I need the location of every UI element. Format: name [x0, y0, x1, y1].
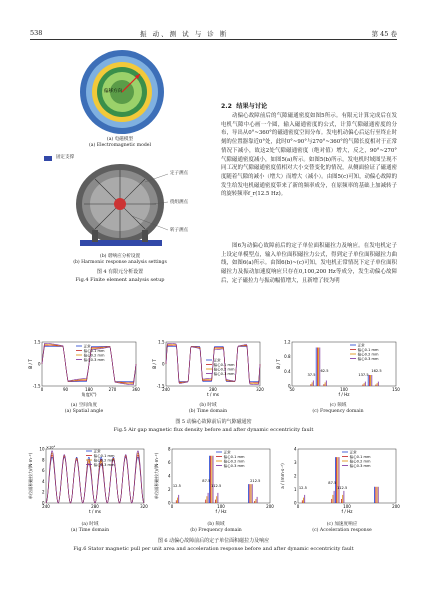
journal-title: 振 动、测 试 与 诊 断 — [140, 30, 229, 38]
fig6-caption-en: Fig.6 Stator magnetic pull per unit area and acceleration response before and after dynamic eccentricity fault — [73, 546, 354, 552]
y-tick-label: 1.2 — [284, 339, 291, 345]
fig5b-chart — [152, 338, 264, 400]
fig5a-caption-en: (a) Spatial angle — [64, 409, 104, 414]
data-label: 62.5 — [320, 369, 329, 373]
y-tick-label: 2 — [167, 487, 171, 492]
y-axis-label: B / T — [276, 359, 281, 369]
x-axis-label: t / ms — [89, 509, 101, 514]
data-label: 87.5 — [202, 479, 211, 483]
fig6b-caption: (b) 频域 — [207, 522, 225, 527]
axis-exponent: ×10⁴ — [46, 445, 56, 450]
fig4a-caption: (a) 电磁模型 — [106, 137, 134, 142]
x-tick-label: 100 — [217, 504, 225, 509]
legend-entry: 偏心0.2 mm — [213, 367, 235, 372]
y-axis-label: 单位面积磁拉力/(N·m⁻²) — [28, 452, 33, 500]
y-tick-label: 6 — [41, 468, 45, 474]
fig5b-caption: (b) 时域 — [199, 403, 217, 408]
x-tick-label: 200 — [392, 504, 400, 509]
fig4b-callout-rotor: 转子测点 — [170, 228, 188, 233]
data-label: 212.5 — [250, 479, 261, 483]
legend-entry: 偏心0.2 mm — [223, 459, 245, 464]
fig4b-callout-winding: 绕组测点 — [170, 200, 188, 205]
x-tick-label: 0 — [40, 387, 44, 392]
y-tick-label: -1.5 — [32, 383, 41, 389]
legend-entry: 正常 — [357, 343, 365, 348]
legend-entry: 偏心0.1 mm — [213, 362, 235, 367]
y-axis-label: 单位面积磁拉力/(N·m⁻²) — [154, 452, 159, 500]
x-axis-label: f / Hz — [338, 392, 350, 397]
legend-entry: 偏心0.3 mm — [357, 356, 379, 361]
legend-entry: 正常 — [93, 449, 101, 454]
legend-entry: 偏心0.3 mm — [349, 463, 371, 468]
legend-entry: 偏心0.1 mm — [357, 347, 379, 352]
legend-entry: 正常 — [83, 344, 91, 349]
x-tick-label: 180 — [85, 387, 93, 392]
x-tick-label: 320 — [256, 387, 264, 392]
fig6b-chart — [154, 445, 274, 519]
x-tick-label: 0 — [170, 504, 174, 509]
legend-entry: 偏心0.1 mm — [83, 348, 105, 353]
x-tick-label: 320 — [140, 504, 148, 509]
y-tick-label: 2 — [293, 473, 297, 479]
data-label: 112.5 — [336, 486, 348, 490]
y-axis-label: B / T — [28, 359, 33, 369]
x-tick-label: 90 — [62, 387, 69, 392]
y-tick-label: 10 — [39, 446, 45, 452]
legend-entry: 偏心0.3 mm — [213, 371, 235, 376]
paragraph-2: 图6为动偏心故障前后的定子单位面积磁拉力及响应。在发电机定子上设定单模型点，输入单位面积磁拉力公式，得到定子单位面积磁拉力曲线，如图6(a)所示。由图6(b)~(c)可知，发电机正常情况下定子单位面积磁拉力及振动加速度响应只存在0,100,200 Hz等成分，发生动偏心故障后，定子磁拉力与振动幅值增大，且新增了较为明 — [221, 243, 397, 284]
x-tick-label: 100 — [340, 387, 348, 392]
legend-entry: 偏心0.3 mm — [93, 462, 115, 467]
legend-entry: 偏心0.1 mm — [349, 454, 371, 459]
x-tick-label: 240 — [42, 504, 50, 509]
y-tick-label: 4 — [167, 473, 171, 479]
y-tick-label: 0 — [161, 361, 165, 367]
fig5c-caption-en: (c) Frequency domain — [312, 409, 364, 414]
x-tick-label: 240 — [162, 387, 170, 392]
fig6c-caption-en: (c) Acceleration response — [312, 528, 372, 533]
fig5-caption: 图 5 动偏心故障前后的气隙磁通密 — [175, 419, 252, 425]
fig4a-caption-en: (a) Electromagnetic model — [88, 143, 151, 148]
y-axis-label: a / (mm·s⁻²) — [280, 463, 285, 489]
fig4b-callout-stator: 定子测点 — [170, 171, 188, 176]
fig6a-caption: (a) 时域 — [81, 522, 99, 527]
x-axis-label: t / ms — [207, 392, 219, 397]
x-tick-label: 280 — [91, 504, 99, 509]
legend-entry: 偏心0.1 mm — [93, 453, 115, 458]
y-axis-label: B / T — [152, 359, 157, 369]
legend-entry: 正常 — [349, 450, 357, 455]
plot-frame — [298, 449, 396, 503]
legend-entry: 偏心0.2 mm — [83, 353, 105, 358]
y-tick-label: 4 — [41, 478, 45, 484]
fig6a-chart — [28, 445, 148, 519]
y-tick-label: 2 — [41, 489, 45, 495]
data-label: 12.5 — [172, 484, 181, 488]
fig6b-caption-en: (b) Frequency domain — [190, 528, 242, 533]
plot-frame — [292, 342, 396, 386]
x-tick-label: 50 — [289, 387, 295, 392]
data-label: 162.5 — [371, 369, 382, 373]
y-tick-label: 1 — [293, 487, 297, 492]
x-tick-label: 360 — [132, 387, 140, 392]
legend-entry: 偏心0.2 mm — [357, 352, 379, 357]
fig6c-chart — [280, 445, 400, 519]
y-tick-label: 4 — [293, 446, 297, 452]
x-tick-label: 280 — [209, 387, 217, 392]
x-axis-label: f / Hz — [341, 509, 353, 514]
legend-entry: 偏心0.3 mm — [83, 357, 105, 362]
fig5c-chart — [276, 338, 400, 400]
x-tick-label: 100 — [343, 504, 351, 509]
legend-entry: 偏心0.1 mm — [223, 454, 245, 459]
fig4b-caption: (b) 谐响应分析设置 — [99, 254, 141, 259]
y-tick-label: 0 — [41, 500, 45, 506]
issue-number: 第 45 卷 — [371, 30, 397, 38]
fig4a-offset-label: 偏移方向 — [104, 89, 122, 94]
fig6a-caption-en: (a) Time domain — [70, 528, 110, 533]
fig5a-caption: (a) 空间角度 — [70, 403, 98, 408]
fig4b-caption-en: (b) Harmonic response analysis settings — [73, 260, 167, 265]
y-tick-label: 0.4 — [284, 368, 291, 374]
y-tick-label: -1.5 — [156, 383, 165, 389]
data-label: 87.5 — [328, 481, 337, 485]
fig4a-electromagnetic-model — [78, 48, 166, 136]
header-rule — [30, 39, 397, 40]
y-tick-label: 0 — [287, 383, 291, 389]
x-tick-label: 0 — [296, 504, 300, 509]
y-tick-label: 0.8 — [284, 354, 291, 360]
fig4-caption-en: Fig.4 Finite element analysis setup — [75, 277, 165, 283]
y-tick-label: 0 — [293, 500, 297, 506]
plot-frame — [172, 449, 270, 503]
legend-entry: 偏心0.2 mm — [93, 458, 115, 463]
x-tick-label: 270 — [108, 387, 117, 392]
y-tick-label: 8 — [41, 457, 45, 463]
y-tick-label: 1.5 — [34, 339, 41, 345]
y-tick-label: 0 — [167, 500, 171, 506]
legend-entry: 偏心0.2 mm — [349, 459, 371, 464]
y-tick-label: 0 — [37, 361, 41, 367]
y-tick-label: 3 — [293, 460, 297, 465]
page-header — [0, 0, 427, 40]
x-tick-label: 200 — [266, 504, 274, 509]
x-tick-label: 150 — [392, 387, 400, 392]
page-number: 538 — [30, 29, 43, 37]
legend-entry: 正常 — [213, 358, 221, 363]
legend-entry: 偏心0.3 mm — [223, 463, 245, 468]
y-tick-label: 6 — [167, 460, 171, 465]
fig5c-caption: (c) 频域 — [329, 403, 347, 408]
fig6c-caption: (c) 加速度响应 — [326, 522, 358, 527]
y-tick-label: 1.5 — [158, 339, 165, 345]
section-title: 结果与讨论 — [236, 103, 268, 110]
x-axis-label: 角度/(°) — [81, 392, 97, 397]
y-tick-label: 8 — [167, 446, 171, 452]
legend-entry: 正常 — [223, 450, 231, 455]
data-label: 37.5 — [307, 373, 316, 377]
fig5b-caption-en: (b) Time domain — [188, 409, 228, 414]
fig4b-fixed-support-label: 固定支撑 — [56, 155, 74, 160]
x-axis-label: f / Hz — [215, 509, 227, 514]
fig6-caption: 图 6 动偏心故障前后的定子单位面积磁拉力及响应 — [157, 538, 270, 544]
data-label: 12.5 — [298, 486, 307, 490]
data-label: 137.5 — [358, 373, 369, 377]
section-number: 2.2 — [221, 103, 232, 110]
data-label: 112.5 — [210, 484, 222, 488]
fig4-caption: 图 4 有限元分析设置 — [96, 269, 144, 275]
paragraph-1: 动偏心故障前后的气隙磁通密度如图5所示。有限元计算完成后在发电机气隙中心画一个圆，输入磁通密度的公式，计算气隙磁通密度的分布，导出从0°~360°的磁通密度空间分布。发电机动偏心后运行至终止时刻的位置器靠近0°处，此时0°~90°与270°~360°的气隙长度相对于正常情况下减小，故这2处气隙磁通密度（绝对值）增大，反之，90°~270°气隙磁通密度减小，如图5(a)所示。如图5(b)所示，发电机时域图呈现不同工况的气隙磁通密度值相对大小交替变化的情况，从侧面验证了磁通密度随着气隙的减小（增大）而增大（减小）。由图5(c)可知，动偏心故障的发生给发电机磁通密度带来了新的频率成分，在原频率的基础上加减转子的旋转频率f_r(12.5 Hz)。 — [221, 113, 397, 198]
section-heading — [221, 101, 267, 110]
fig5a-chart — [28, 338, 140, 400]
fig5-caption-en: Fig.5 Air gap magnetic flux density before and after dynamic eccentricity fault — [113, 427, 314, 433]
